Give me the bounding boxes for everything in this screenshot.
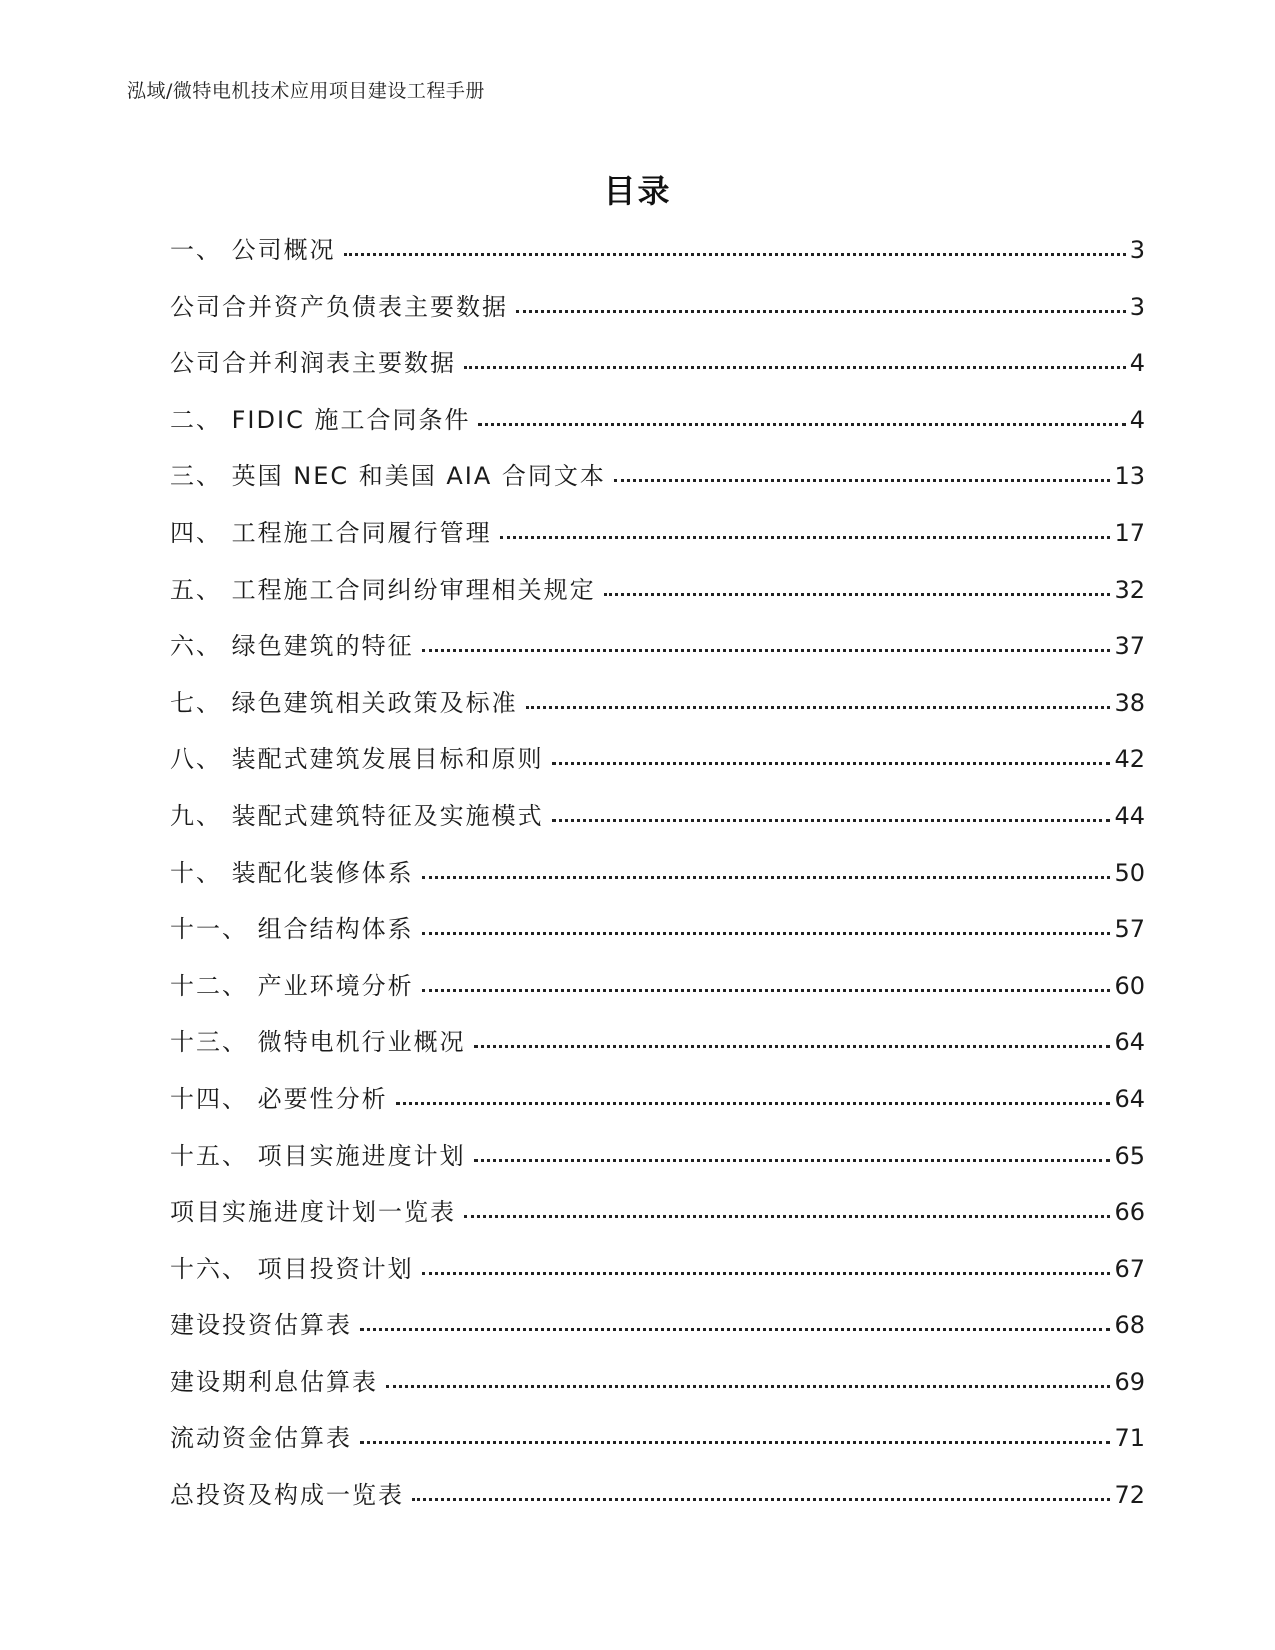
- toc-dot-leader: [474, 1153, 1111, 1162]
- toc-entry[interactable]: [170, 739, 1145, 796]
- toc-entry[interactable]: [170, 1249, 1145, 1306]
- toc-dot-leader: [464, 360, 1126, 369]
- toc-entry-label: 九、 装配式建筑特征及实施模式: [170, 801, 544, 830]
- toc-entry-label: 公司合并利润表主要数据: [170, 349, 456, 378]
- toc-entry-label: 二、 FIDIC 施工合同条件: [170, 405, 471, 434]
- toc-entry-page: 69: [1114, 1367, 1145, 1396]
- toc-dot-leader: [360, 1435, 1110, 1444]
- toc-entry-page: 42: [1114, 745, 1145, 774]
- toc-entry-label: 一、 公司概况: [170, 236, 336, 264]
- toc-entry-page: 38: [1114, 688, 1145, 717]
- toc-entry[interactable]: [170, 626, 1145, 683]
- toc-dot-leader: [422, 926, 1111, 935]
- toc-entry[interactable]: [170, 287, 1145, 344]
- toc-entry-page: 44: [1114, 801, 1145, 830]
- toc-entry-page: 67: [1114, 1254, 1145, 1283]
- toc-entry-page: 71: [1114, 1424, 1145, 1453]
- toc-dot-leader: [614, 473, 1111, 482]
- toc-entry[interactable]: [170, 230, 1145, 287]
- running-header: 泓域/微特电机技术应用项目建设工程手册: [127, 80, 485, 102]
- toc-entry-page: 60: [1114, 971, 1145, 1000]
- toc-entry-page: 64: [1114, 1084, 1145, 1113]
- toc-dot-leader: [464, 1209, 1110, 1218]
- table-of-contents: [170, 230, 1145, 1532]
- toc-entry-label: 流动资金估算表: [170, 1424, 352, 1453]
- toc-entry-label: 建设期利息估算表: [170, 1367, 378, 1396]
- toc-dot-leader: [474, 1039, 1111, 1048]
- toc-entry[interactable]: [170, 1362, 1145, 1419]
- toc-entry[interactable]: [170, 1022, 1145, 1079]
- toc-entry[interactable]: [170, 909, 1145, 966]
- toc-entry-page: 3: [1129, 292, 1145, 321]
- toc-entry-label: 十、 装配化装修体系: [170, 858, 414, 887]
- toc-entry[interactable]: [170, 343, 1145, 400]
- toc-entry-label: 建设投资估算表: [170, 1311, 352, 1340]
- toc-dot-leader: [412, 1492, 1110, 1501]
- toc-entry-page: 65: [1114, 1141, 1145, 1170]
- toc-entry[interactable]: [170, 1418, 1145, 1475]
- toc-entry-label: 四、 工程施工合同履行管理: [170, 518, 492, 547]
- toc-entry-label: 项目实施进度计划一览表: [170, 1198, 456, 1227]
- toc-entry[interactable]: [170, 1079, 1145, 1136]
- toc-entry-page: 57: [1114, 915, 1145, 944]
- toc-dot-leader: [386, 1379, 1110, 1388]
- toc-dot-leader: [344, 247, 1126, 256]
- toc-dot-leader: [422, 643, 1111, 652]
- toc-entry-page: 4: [1129, 405, 1145, 434]
- toc-entry[interactable]: [170, 456, 1145, 513]
- toc-dot-leader: [422, 983, 1111, 992]
- toc-dot-leader: [552, 756, 1111, 765]
- toc-entry-page: 3: [1129, 236, 1145, 264]
- toc-entry[interactable]: [170, 570, 1145, 627]
- toc-entry[interactable]: [170, 796, 1145, 853]
- toc-entry[interactable]: [170, 683, 1145, 740]
- toc-dot-leader: [526, 700, 1111, 709]
- toc-entry[interactable]: [170, 1305, 1145, 1362]
- toc-entry-label: 十一、 组合结构体系: [170, 915, 414, 944]
- toc-dot-leader: [360, 1322, 1110, 1331]
- toc-entry-page: 13: [1114, 462, 1145, 491]
- toc-entry[interactable]: [170, 1475, 1145, 1532]
- toc-entry[interactable]: [170, 966, 1145, 1023]
- toc-entry[interactable]: [170, 1192, 1145, 1249]
- toc-dot-leader: [478, 417, 1125, 426]
- toc-entry-label: 十六、 项目投资计划: [170, 1254, 414, 1283]
- toc-dot-leader: [552, 813, 1111, 822]
- toc-dot-leader: [516, 304, 1126, 313]
- toc-entry[interactable]: [170, 853, 1145, 910]
- toc-entry-page: 66: [1114, 1198, 1145, 1227]
- toc-entry-page: 32: [1114, 575, 1145, 604]
- toc-entry-label: 公司合并资产负债表主要数据: [170, 292, 508, 321]
- toc-dot-leader: [500, 530, 1111, 539]
- toc-dot-leader: [422, 1266, 1111, 1275]
- toc-entry-label: 十三、 微特电机行业概况: [170, 1028, 466, 1057]
- toc-entry-page: 50: [1114, 858, 1145, 887]
- toc-entry-label: 三、 英国 NEC 和美国 AIA 合同文本: [170, 462, 606, 491]
- toc-entry-page: 72: [1114, 1481, 1145, 1510]
- toc-entry[interactable]: [170, 400, 1145, 457]
- toc-entry-page: 64: [1114, 1028, 1145, 1057]
- toc-entry-label: 六、 绿色建筑的特征: [170, 632, 414, 661]
- toc-entry-label: 五、 工程施工合同纠纷审理相关规定: [170, 575, 596, 604]
- toc-entry-label: 十四、 必要性分析: [170, 1084, 388, 1113]
- toc-entry-label: 十五、 项目实施进度计划: [170, 1141, 466, 1170]
- toc-dot-leader: [396, 1096, 1111, 1105]
- toc-entry-page: 37: [1114, 632, 1145, 661]
- toc-entry-page: 4: [1129, 349, 1145, 378]
- toc-entry-label: 十二、 产业环境分析: [170, 971, 414, 1000]
- toc-title: 目录: [603, 172, 672, 210]
- toc-entry-page: 17: [1114, 518, 1145, 547]
- toc-entry-label: 总投资及构成一览表: [170, 1481, 404, 1510]
- toc-dot-leader: [604, 587, 1111, 596]
- toc-entry[interactable]: [170, 1136, 1145, 1193]
- toc-entry-page: 68: [1114, 1311, 1145, 1340]
- toc-entry[interactable]: [170, 513, 1145, 570]
- toc-entry-label: 七、 绿色建筑相关政策及标准: [170, 688, 518, 717]
- toc-entry-label: 八、 装配式建筑发展目标和原则: [170, 745, 544, 774]
- toc-dot-leader: [422, 870, 1111, 879]
